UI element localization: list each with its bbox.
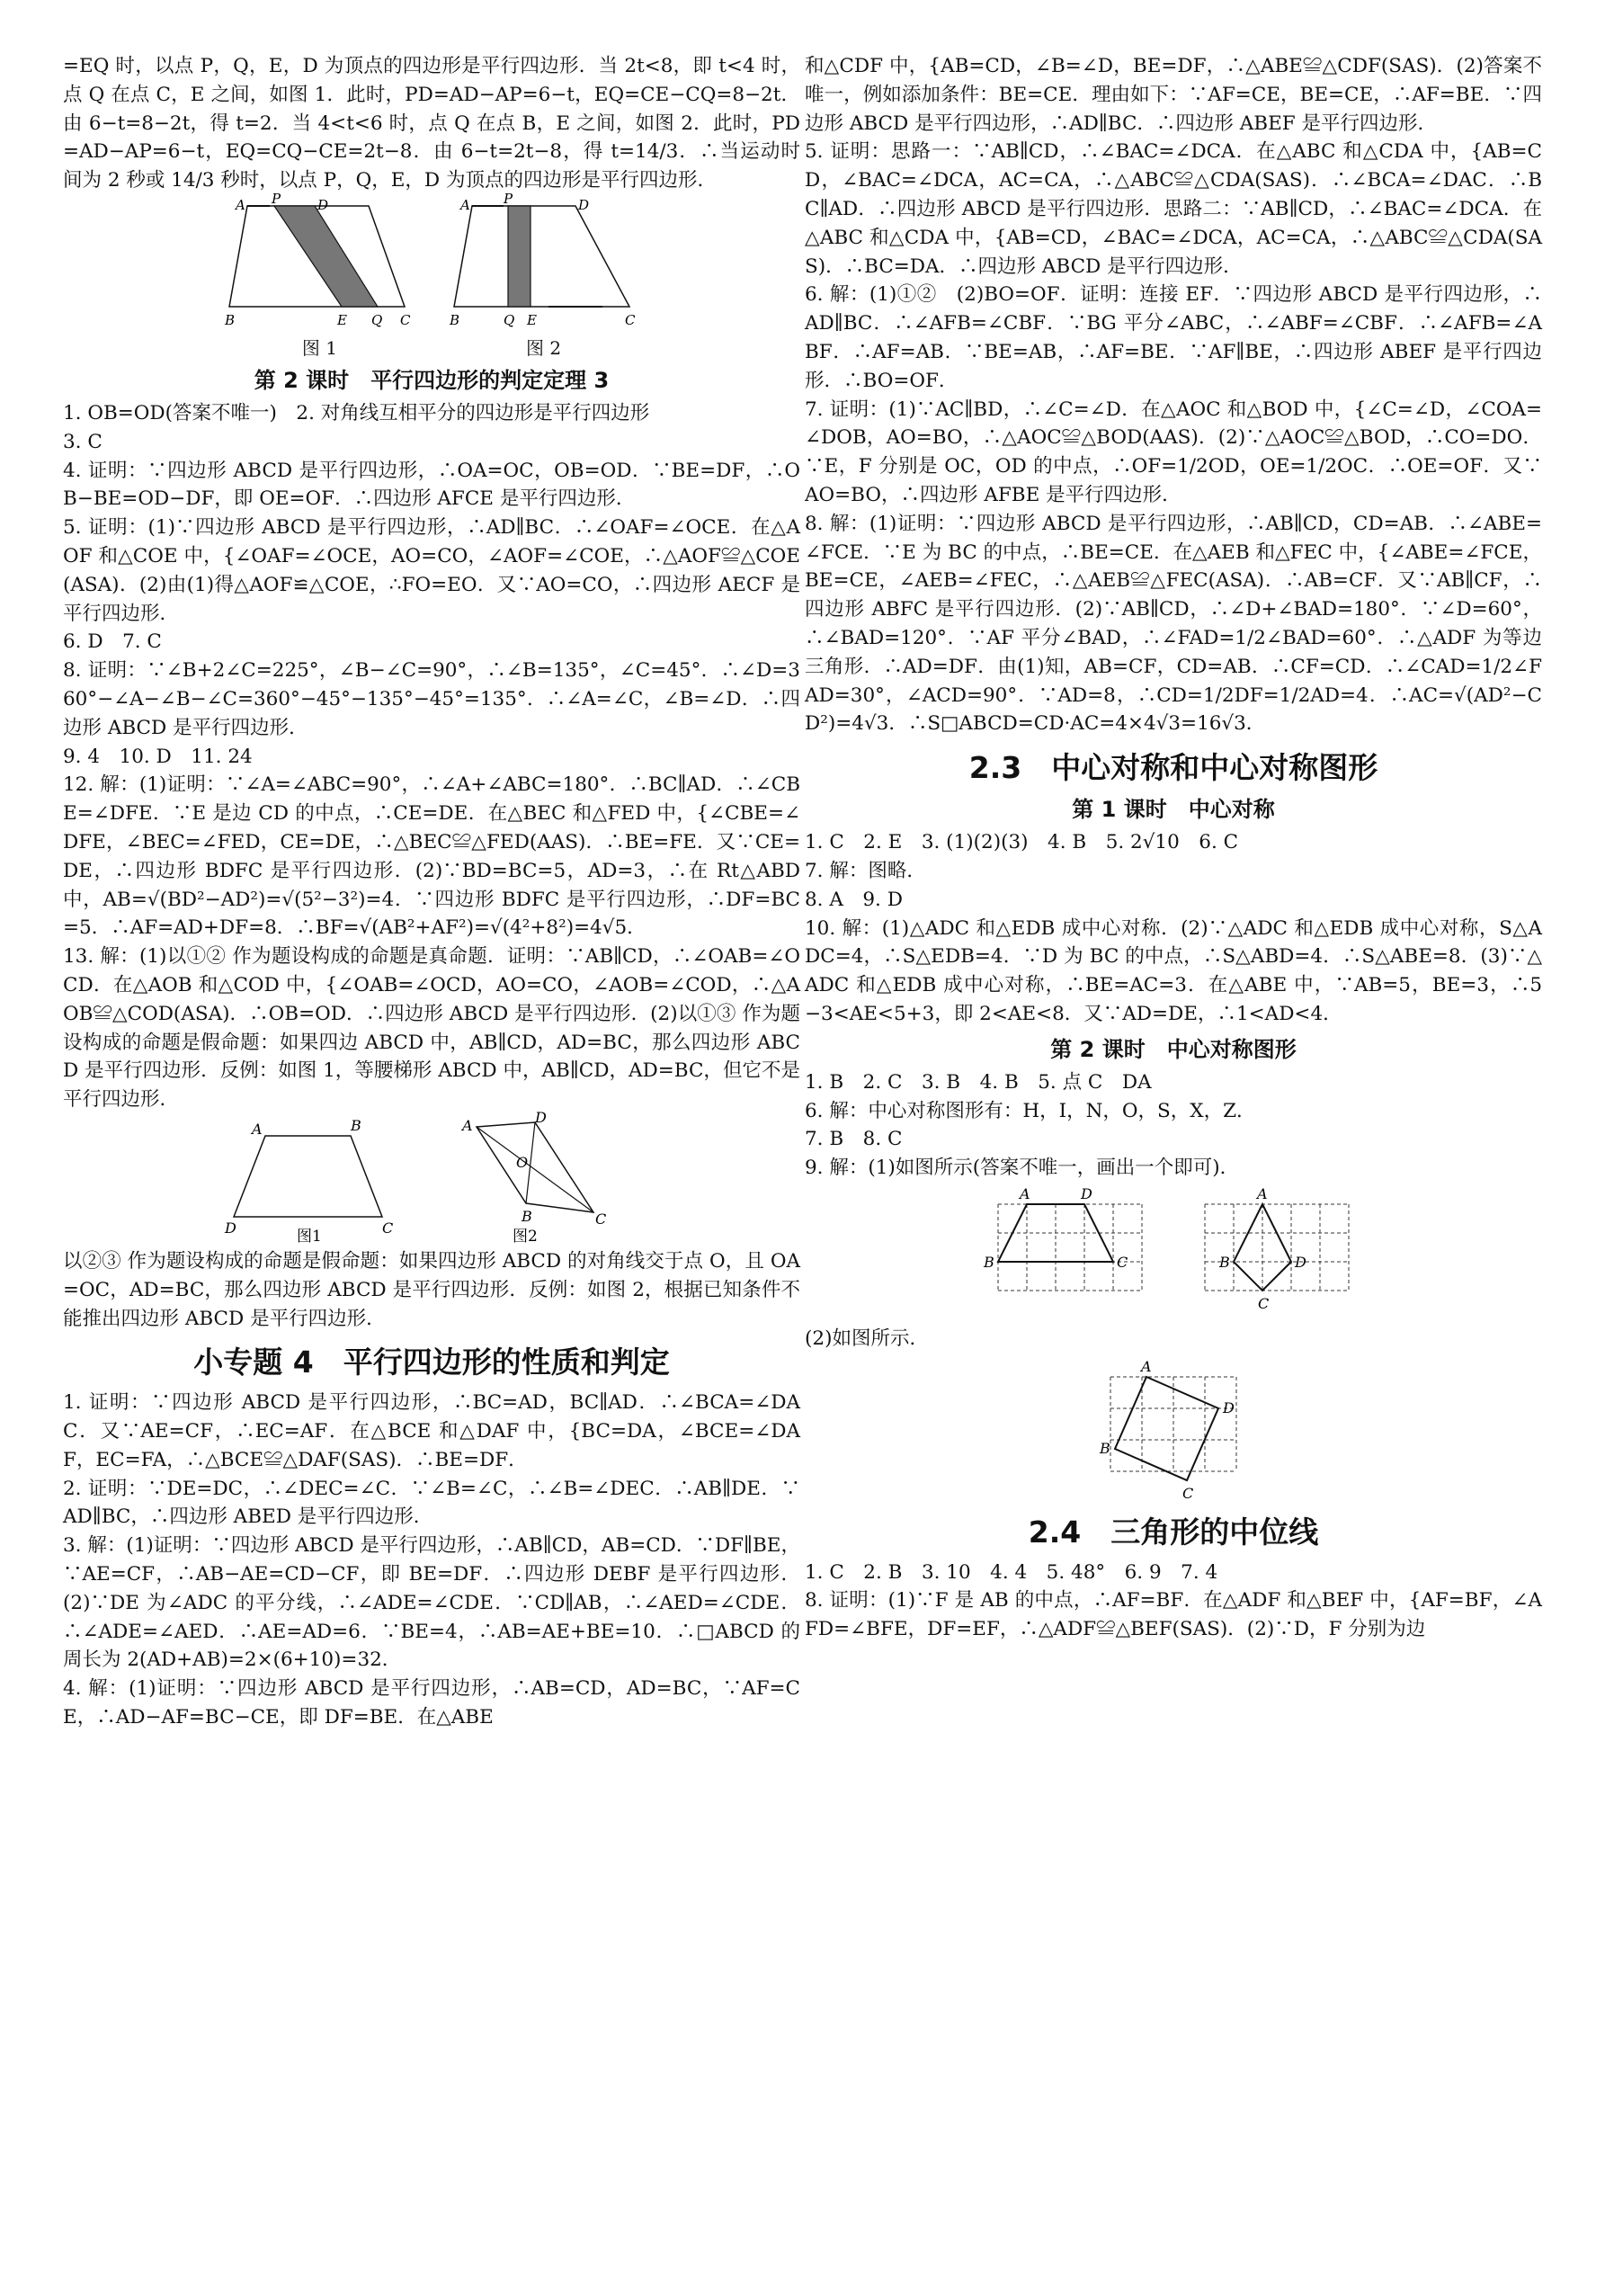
answer-item: 8. 证明：∵∠B+2∠C=225°，∠B−∠C=90°，∴∠B=135°，∠C=45°．∴∠D=360°−∠A−∠B−∠C=360°−45°−135°−45°=135°．∴∠A=∠C，∠B=∠D．∴四边形 ABCD 是平行四边形． [63,659,800,739]
answer-item: 4. 解：(1)证明：∵四边形 ABCD 是平行四边形，∴AB=CD，AD=BC，∵AF=CE，∴AD−AF=BC−CE，即 DF=BE．在△ABE [63,1677,800,1729]
figure-caption: 图1 [297,1227,322,1246]
answer-item: 6. 解：中心对称图形有：H，I，N，O，S，X，Z． [805,1099,1256,1122]
point-label: P [504,190,513,207]
point-label: C [1117,1253,1128,1271]
point-label: D [1223,1398,1235,1416]
grid-kite-figure [1187,1186,1367,1321]
point-label: C [400,311,411,328]
point-label: D [535,1108,547,1126]
section-heading: 2.3 中心对称和中心对称图形 [968,750,1378,786]
answer-item: 13. 解：(1)以①② 作为题设构成的命题是真命题．证明：∵AB∥CD，∴∠OAB=∠OCD．在△AOB 和△COD 中，{∠OAB=∠OCD，AO=CO，∠AOB=∠COD，∴△AOB≌△COD(ASA)．∴OB=OD．∴四边形 ABCD 是平行四边形．(2)以①③ 作为题设构成的命题是假命题：如果四边 ABCD 中，AB∥CD，AD=BC，那么四边形 ABCD 是平行四边形．反例：如图 1，等腰梯形 ABCD 中，AB∥CD，AD=BC，但它不是平行四边形． [63,945,800,1112]
answer-paragraph: 以②③ 作为题设构成的命题是假命题：如果四边形 ABCD 的对角线交于点 O，且 OA=OC，AD=BC，那么四边形 ABCD 是平行四边形．反例：如图 2，根据已知条件不能推出四边形 ABCD 是平行四边形． [63,1249,800,1330]
figure-caption: 图2 [513,1227,538,1246]
point-label: A [460,196,470,213]
answer-item: 9. 解：(1)如图所示(答案不唯一，画出一个即可)． [805,1157,1240,1180]
point-label: E [337,311,347,328]
lesson-heading: 第 1 课时 中心对称 [1072,797,1275,823]
grid-trapezoid-figure [980,1186,1160,1321]
answer-item: 6. 解：(1)①② (2)BO=OF．证明：连接 EF．∵四边形 ABCD 是平行四边形，∴AD∥BC．∴∠AFB=∠CBF．∵BG 平分∠ABC，∴∠ABF=∠CBF．∴∠AFB=∠ABF．∴AF=AB．∵BE=AB，∴AF=BE．∵AF∥BE，∴四边形 ABEF 是平行四边形．∴BO=OF． [805,283,1542,392]
answer-item: 1. B 2. C 3. B 4. B 5. 点 C DA [805,1070,1152,1094]
answer-item: 8. 证明：(1)∵F 是 AB 的中点，∴AF=BF．在△ADF 和△BEF 中，{AF=BF，∠AFD=∠BFE，DF=EF，∴△ADF≌△BEF(SAS)．(2)∵D，F 分别为边 [805,1589,1542,1641]
answer-item: 8. A 9. D [805,888,903,911]
point-label: C [382,1219,394,1237]
trapezoid-figure-1 [225,190,414,334]
answer-item: 1. 证明：∵四边形 ABCD 是平行四边形，∴BC=AD，BC∥AD．∴∠BCA=∠DAC．又∵AE=CF，∴EC=AF．在△BCE 和△DAF 中，{BC=DA，∠BCE=∠DAF，EC=FA，∴△BCE≌△DAF(SAS)．∴BE=DF． [63,1391,800,1471]
answer-item: 1. C 2. B 3. 10 4. 4 5. 48° 6. 9 7. 4 [805,1560,1218,1584]
answer-item: 1. OB=OD(答案不唯一) 2. 对角线互相平分的四边形是平行四边形 [63,401,650,424]
point-label: B [351,1116,361,1134]
figure-row-counterexamples [63,1108,800,1246]
point-label: Q [504,311,515,328]
answer-item: 7. B 8. C [805,1128,903,1151]
point-label: B [450,311,460,328]
answer-item: 8. 解：(1)证明：∵四边形 ABCD 是平行四边形，∴AB∥CD，CD=AB．∴∠ABE=∠FCE．∵E 为 BC 的中点，∴BE=CE．在△AEB 和△FEC 中，{∠ABE=∠FCE，BE=CE，∠AEB=∠FEC，∴△AEB≌△FEC(ASA)．∴AB=CF．又∵AB∥CF，∴四边形 ABFC 是平行四边形．(2)∵AB∥CD，∴∠D+∠BAD=180°．∵∠D=60°，∴∠BAD=120°．∵AF 平分∠BAD，∴∠FAD=1/2∠BAD=60°．∴△ADF 为等边三角形．∴AD=DF．由(1)知，AB=CF，CD=AB．∴CF=CD．∴∠CAD=1/2∠FAD=30°，∠ACD=90°．∵AD=8，∴CD=1/2DF=1/2AD=4．∴AC=√(AD²−CD²)=4√3．∴S□ABCD=CD·AC=4×4√3=16√3． [805,512,1542,736]
isosceles-trapezoid-figure [225,1118,405,1244]
answer-item: 5. 证明：(1)∵四边形 ABCD 是平行四边形，∴AD∥BC．∴∠OAF=∠OCE．在△AOF 和△COE 中，{∠OAF=∠OCE，AO=CO，∠AOF=∠COE，∴△AOF≌△COE(ASA)．(2)由(1)得△AOF≌△COE，∴FO=EO．又∵AO=CO，∴四边形 AECF 是平行四边形． [63,516,800,625]
point-label: E [527,311,537,328]
point-label: B [522,1207,532,1225]
trapezoid-figure-2 [450,190,638,334]
lesson-heading: 第 2 课时 中心对称图形 [1050,1036,1297,1062]
grid-figure-row [805,1186,1542,1321]
answer-item: 1. C 2. E 3. (1)(2)(3) 4. B 5. 2√10 6. C [805,831,1239,854]
figure-caption: 图 2 [526,336,562,359]
point-label: C [625,311,636,328]
point-label: P [272,190,281,207]
figure-caption-row [63,334,800,360]
right-column [805,52,1542,1644]
point-label: C [1182,1484,1194,1502]
answer-item: 和△CDF 中，{AB=CD，∠B=∠D，BE=DF，∴△ABE≌△CDF(SAS)．(2)答案不唯一，例如添加条件：BE=CE．理由如下：∵AF=CE，BE=CE，∴AF=BE．∵四边形 ABCD 是平行四边形，∴AD∥BC．∴四边形 ABEF 是平行四边形． [805,55,1542,135]
point-label: D [1295,1253,1306,1271]
point-label: B [225,311,236,328]
answer-item: 5. 证明：思路一：∵AB∥CD，∴∠BAC=∠DCA．在△ABC 和△CDA 中，{AB=CD，∠BAC=∠DCA，AC=CA，∴△ABC≌△CDA(SAS)．∴∠BCA=∠DAC．∴BC∥AD．∴四边形 ABCD 是平行四边形．思路二：∵AB∥CD，∴∠BAC=∠DCA．在△ABC 和△CDA 中，{AB=CD，∠BAC=∠DCA，AC=CA，∴△ABC≌△CDA(SAS)．∴BC=DA．∴四边形 ABCD 是平行四边形． [805,140,1542,278]
answer-paragraph: =EQ 时，以点 P，Q，E，D 为顶点的四边形是平行四边形．当 2t<8，即 t<4 时，点 Q 在点 C，E 之间，如图 1．此时，PD=AD−AP=6−t，EQ=CE−CQ=8−2t．由 6−t=8−2t，得 t=2．当 4<t<6 时，点 Q 在点 B，E 之间，如图 2．此时，PD=AD−AP=6−t，EQ=CQ−CE=2t−8．由 6−t=2t−8，得 t=14/3．∴当运动时间为 2 秒或 14/3 秒时，以点 P，Q，E，D 为顶点的四边形是平行四边形． [63,55,800,192]
answer-item: 3. C [63,430,103,453]
left-column [63,52,800,1732]
topic-heading: 小专题 4 平行四边形的性质和判定 [193,1345,670,1380]
point-label: A [1020,1184,1030,1202]
point-label: C [595,1210,607,1228]
section-heading: 2.4 三角形的中位线 [1028,1514,1319,1550]
point-label: C [1258,1294,1270,1312]
answer-item: 12. 解：(1)证明：∵∠A=∠ABC=90°，∴∠A+∠ABC=180°．∴BC∥AD．∴∠CBE=∠DFE．∵E 是边 CD 的中点，∴CE=DE．在△BEC 和△FED 中，{∠CBE=∠DFE，∠BEC=∠FED，CE=DE，∴△BEC≌△FED(AAS)．∴BE=FE．又∵CE=DE，∴四边形 BDFC 是平行四边形．(2)∵BD=BC=5，AD=3，∴在 Rt△ABD 中，AB=√(BD²−AD²)=√(5²−3²)=4．∵四边形 BDFC 是平行四边形，∴DF=BC=5．∴AF=AD+DF=8．∴BF=√(AB²+AF²)=√(4²+8²)=4√5． [63,773,800,940]
answer-paragraph: (2)如图所示． [805,1327,929,1350]
figure-caption: 图 1 [301,336,337,359]
point-label: A [462,1116,473,1134]
point-label: B [984,1253,994,1271]
answer-item: 7. 解：图略． [805,859,926,882]
point-label: A [236,196,245,213]
point-label: D [578,196,590,213]
point-label: B [1100,1439,1110,1457]
point-label: Q [371,311,383,328]
answer-item: 4. 证明：∵四边形 ABCD 是平行四边形，∴OA=OC，OB=OD．∵BE=DF，∴OB−BE=OD−DF，即 OE=OF．∴四边形 AFCE 是平行四边形． [63,459,800,511]
quadrilateral-diagonals-figure [459,1108,638,1246]
point-label: A [1257,1184,1268,1202]
answer-item: 9. 4 10. D 11. 24 [63,745,253,768]
grid-square-figure [1092,1359,1254,1503]
answer-item: 3. 解：(1)证明：∵四边形 ABCD 是平行四边形，∴AB∥CD，AB=CD．∵DF∥BE，∵AE=CF，∴AB−AE=CD−CF，即 BE=DF．∴四边形 DEBF 是平行四边形．(2)∵DE 为∠ADC 的平分线，∴∠ADE=∠CDE．∵CD∥AB，∴∠AED=∠CDE．∴∠ADE=∠AED．∴AE=AD=6．∵BE=4，∴AB=AE+BE=10．∴□ABCD 的周长为 2(AD+AB)=2×(6+10)=32． [63,1534,800,1672]
answer-item: 10. 解：(1)△ADC 和△EDB 成中心对称．(2)∵△ADC 和△EDB 成中心对称，S△ADC=4，∴S△EDB=4．∵D 为 BC 的中点，∴S△ABD=4．∴S△ABE=8．(3)∵△ADC 和△EDB 成中心对称，∴BE=AC=3．在△ABE 中，∵AB=5，BE=3，∴5−3<AE<5+3，即 2<AE<8．又∵AD=DE，∴1<AD<4． [805,916,1542,1025]
answer-item: 2. 证明：∵DE=DC，∴∠DEC=∠C．∵∠B=∠C，∴∠B=∠DEC．∴AB∥DE．∵AD∥BC，∴四边形 ABED 是平行四边形． [63,1477,800,1529]
figure-row-trapezoids [63,190,800,334]
point-label: D [1081,1184,1092,1202]
answer-item: 6. D 7. C [63,630,162,654]
lesson-heading: 第 2 课时 平行四边形的判定定理 3 [254,367,610,393]
point-label: D [317,196,329,213]
answer-item: 7. 证明：(1)∵AC∥BD，∴∠C=∠D．在△AOC 和△BOD 中，{∠C=∠D，∠COA=∠DOB，AO=BO，∴△AOC≌△BOD(AAS)．(2)∵△AOC≌△BOD，∴CO=DO．∵E，F 分别是 OC，OD 的中点，∴OF=1/2OD，OE=1/2OC．∴OE=OF．又∵AO=BO，∴四边形 AFBE 是平行四边形． [805,398,1542,506]
point-label: A [252,1120,263,1138]
point-label: B [1219,1253,1230,1271]
point-label: A [1141,1357,1152,1375]
point-label: D [225,1219,236,1237]
svg-text:O: O [516,1153,529,1171]
